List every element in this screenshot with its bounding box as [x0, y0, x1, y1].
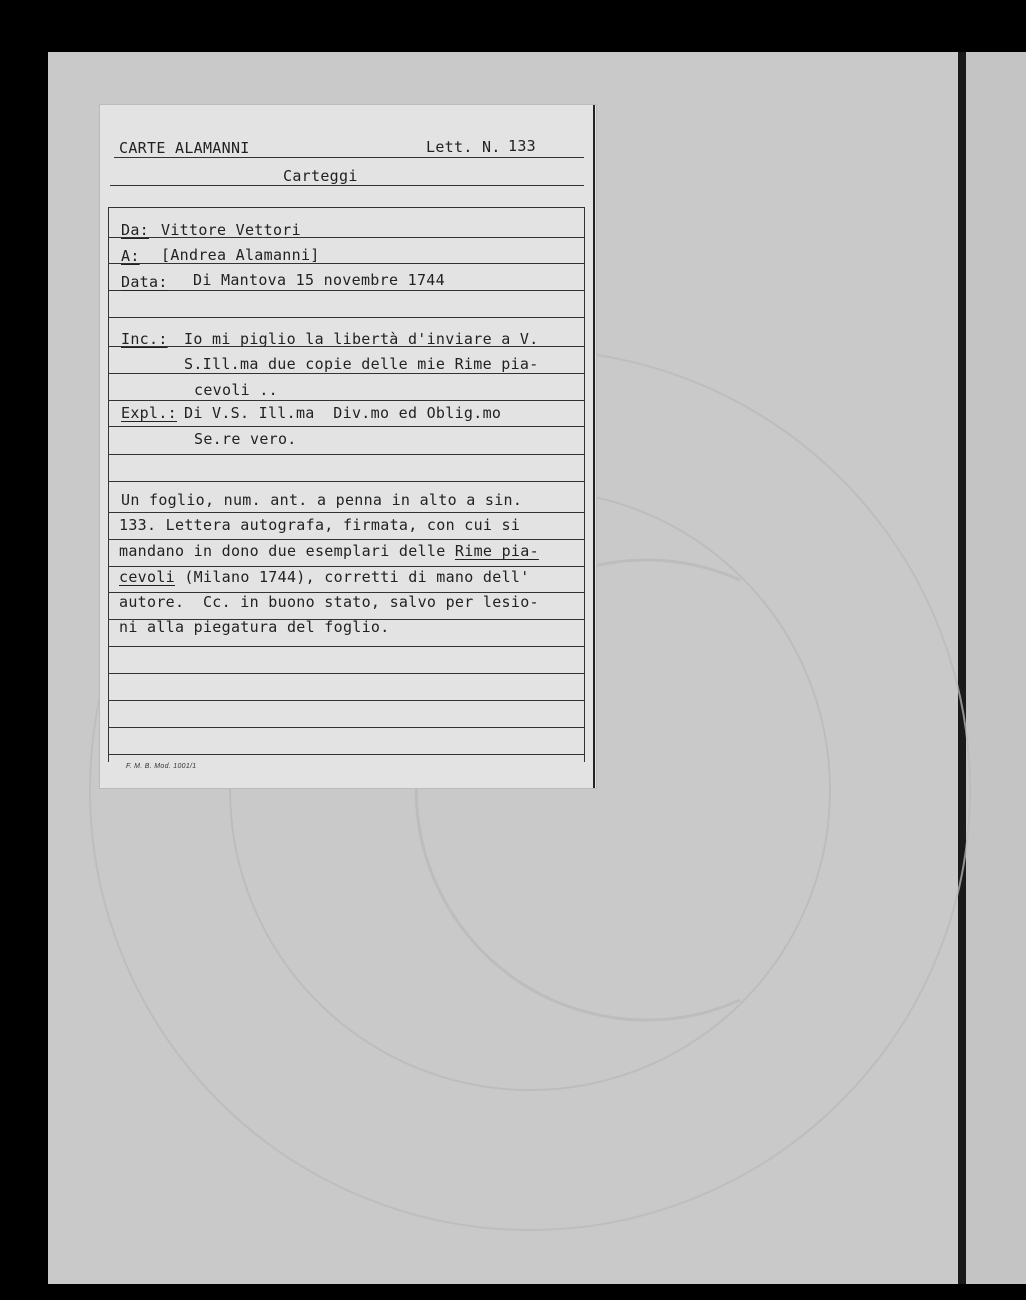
- work-title: cevoli: [119, 568, 175, 586]
- rule: [108, 566, 584, 567]
- description-line: autore. Cc. in buono stato, salvo per lesio-: [119, 593, 539, 611]
- rule: [108, 290, 584, 291]
- rule: [108, 700, 584, 701]
- rule: [108, 754, 584, 755]
- box-top: [108, 207, 584, 208]
- data-label: Data:: [121, 273, 168, 291]
- rule: [108, 646, 584, 647]
- description-text: (Milano 1744), corretti di mano dell': [175, 568, 530, 586]
- description-line: Un foglio, num. ant. a penna in alto a sin.: [121, 491, 523, 509]
- series-title: CARTE ALAMANNI: [119, 139, 250, 157]
- description-text: mandano in dono due esemplari delle: [119, 542, 455, 560]
- card-edge: [593, 105, 595, 788]
- box-right: [584, 207, 585, 762]
- letter-number: 133: [508, 137, 536, 155]
- work-title: Rime pia-: [454, 542, 539, 560]
- data-value: Di Mantova 15 novembre 1744: [193, 271, 445, 289]
- inc-line: S.Ill.ma due copie delle mie Rime pia-: [184, 355, 539, 373]
- rule: [108, 512, 584, 513]
- expl-line: Se.re vero.: [194, 430, 297, 448]
- rule: [108, 481, 584, 482]
- catalog-card: [100, 105, 596, 788]
- rule: [108, 317, 584, 318]
- rule: [108, 539, 584, 540]
- letter-number-label: Lett. N.: [426, 138, 501, 156]
- expl-line: Di V.S. Ill.ma Div.mo ed Oblig.mo: [184, 404, 502, 422]
- expl-label: Expl.:: [121, 404, 177, 422]
- a-value: [Andrea Alamanni]: [161, 246, 320, 264]
- description-line: ni alla piegatura del foglio.: [119, 618, 390, 636]
- da-label: Da:: [121, 221, 149, 239]
- inc-line: Io mi piglio la libertà d'inviare a V.: [184, 330, 539, 348]
- form-code: F. M. B. Mod. 1001/1: [126, 763, 197, 770]
- inc-label: Inc.:: [121, 330, 168, 348]
- rule: [108, 454, 584, 455]
- rule: [108, 400, 584, 401]
- inc-line: cevoli ..: [194, 381, 278, 399]
- rule: [108, 373, 584, 374]
- rule: [108, 673, 584, 674]
- description-line: [119, 568, 530, 586]
- header-rule: [114, 157, 584, 158]
- rule: [108, 426, 584, 427]
- a-label: A:: [121, 247, 140, 265]
- da-value: Vittore Vettori: [161, 221, 301, 239]
- description-line: 133. Lettera autografa, firmata, con cui si: [119, 516, 521, 534]
- rule: [108, 727, 584, 728]
- description-line: [119, 542, 539, 560]
- header-rule-2: [110, 185, 584, 186]
- section-title: Carteggi: [283, 167, 358, 185]
